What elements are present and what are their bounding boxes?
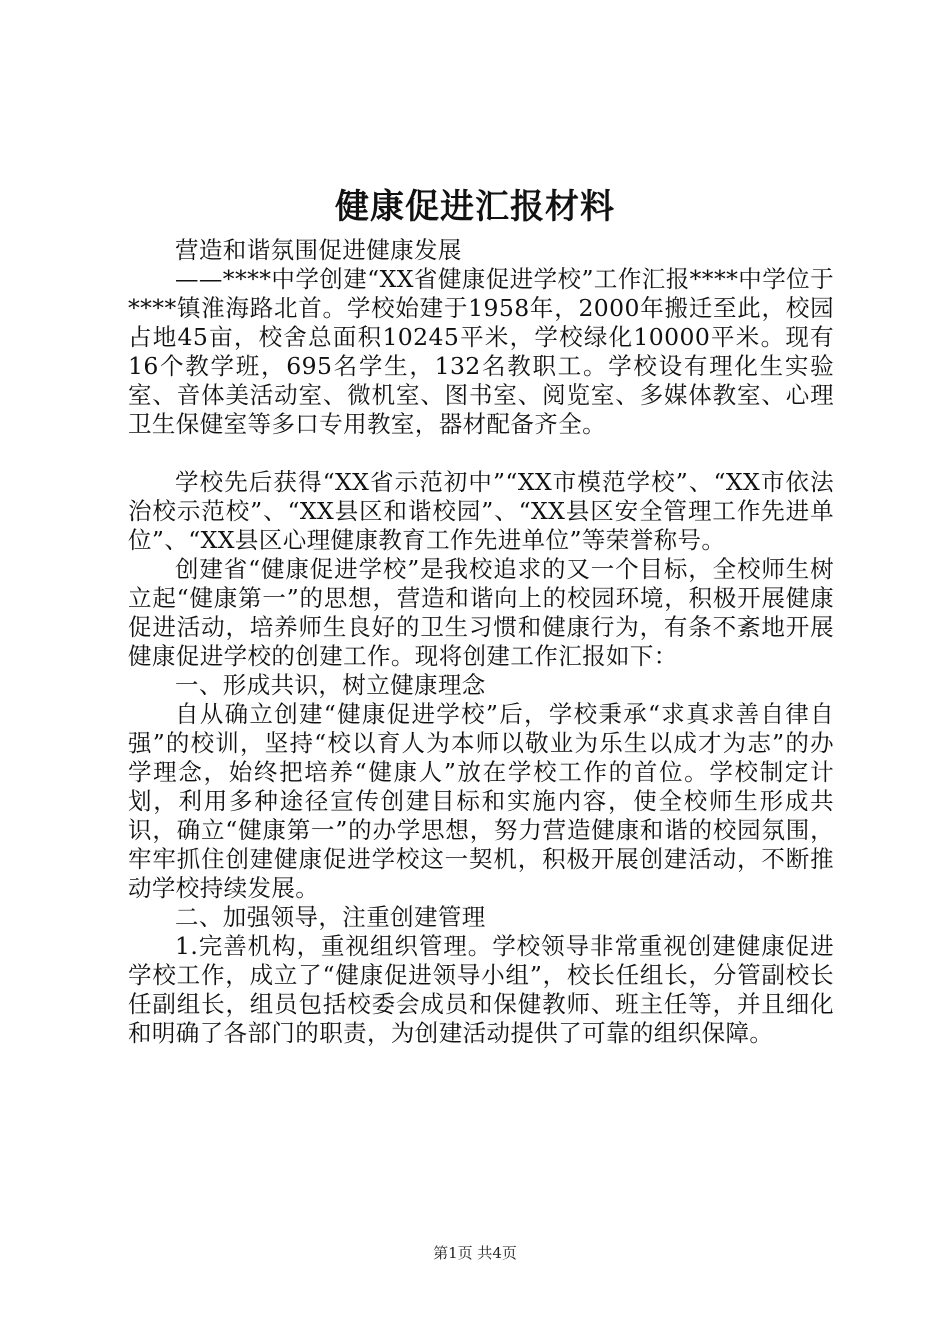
section-heading-1: 一、形成共识，树立健康理念 <box>175 671 486 699</box>
page-footer: 第1页 共4页 <box>433 1244 517 1262</box>
section-1-paragraph: 自从确立创建“健康促进学校”后，学校秉承“求真求善自律自强”的校训，坚持“校以育人为本师以敬业为乐生以成才为志”的办学理念，始终把培养“健康人”放在学校工作的首位。学校制定计划，利用多种途径宣传创建目标和实施内容，使全校师生形成共识，确立“健康第一”的办学思想，努力营造健康和谐的校园氛围，牢牢抓住创建健康促进学校这一契机，积极开展创建活动，不断推动学校持续发展。 <box>128 700 834 902</box>
intro-paragraph: ——****中学创建“XX省健康促进学校”工作汇报****中学位于****镇淮海路北首。学校始建于1958年，2000年搬迁至此，校园占地45亩，校舍总面积10245平米，学校绿化10000平米。现有16个教学班，695名学生，132名教职工。学校设有理化生实验室、音体美活动室、微机室、图书室、阅览室、多媒体教室、心理卫生保健室等多口专用教室，器材配备齐全。 <box>128 265 834 438</box>
honors-paragraph: 学校先后获得“XX省示范初中”“XX市模范学校”、“XX市依法治校示范校”、“XX县区和谐校园”、“XX县区安全管理工作先进单位”、“XX县区心理健康教育工作先进单位”等荣誉称号。 <box>128 468 834 554</box>
section-2-item-1: 1.完善机构，重视组织管理。学校领导非常重视创建健康促进学校工作，成立了“健康促进领导小组”，校长任组长，分管副校长任副组长，组员包括校委会成员和保健教师、班主任等，并且细化和明确了各部门的职责，为创建活动提供了可靠的组织保障。 <box>128 932 834 1047</box>
goal-paragraph: 创建省“健康促进学校”是我校追求的又一个目标，全校师生树立起“健康第一”的思想，营造和谐向上的校园环境，积极开展健康促进活动，培养师生良好的卫生习惯和健康行为，有条不紊地开展健康促进学校的创建工作。现将创建工作汇报如下： <box>128 555 834 670</box>
section-heading-2: 二、加强领导，注重创建管理 <box>175 903 486 931</box>
document-body <box>128 236 834 1048</box>
subtitle-paragraph: 营造和谐氛围促进健康发展 <box>175 236 462 264</box>
document-title: 健康促进汇报材料 <box>335 187 615 227</box>
